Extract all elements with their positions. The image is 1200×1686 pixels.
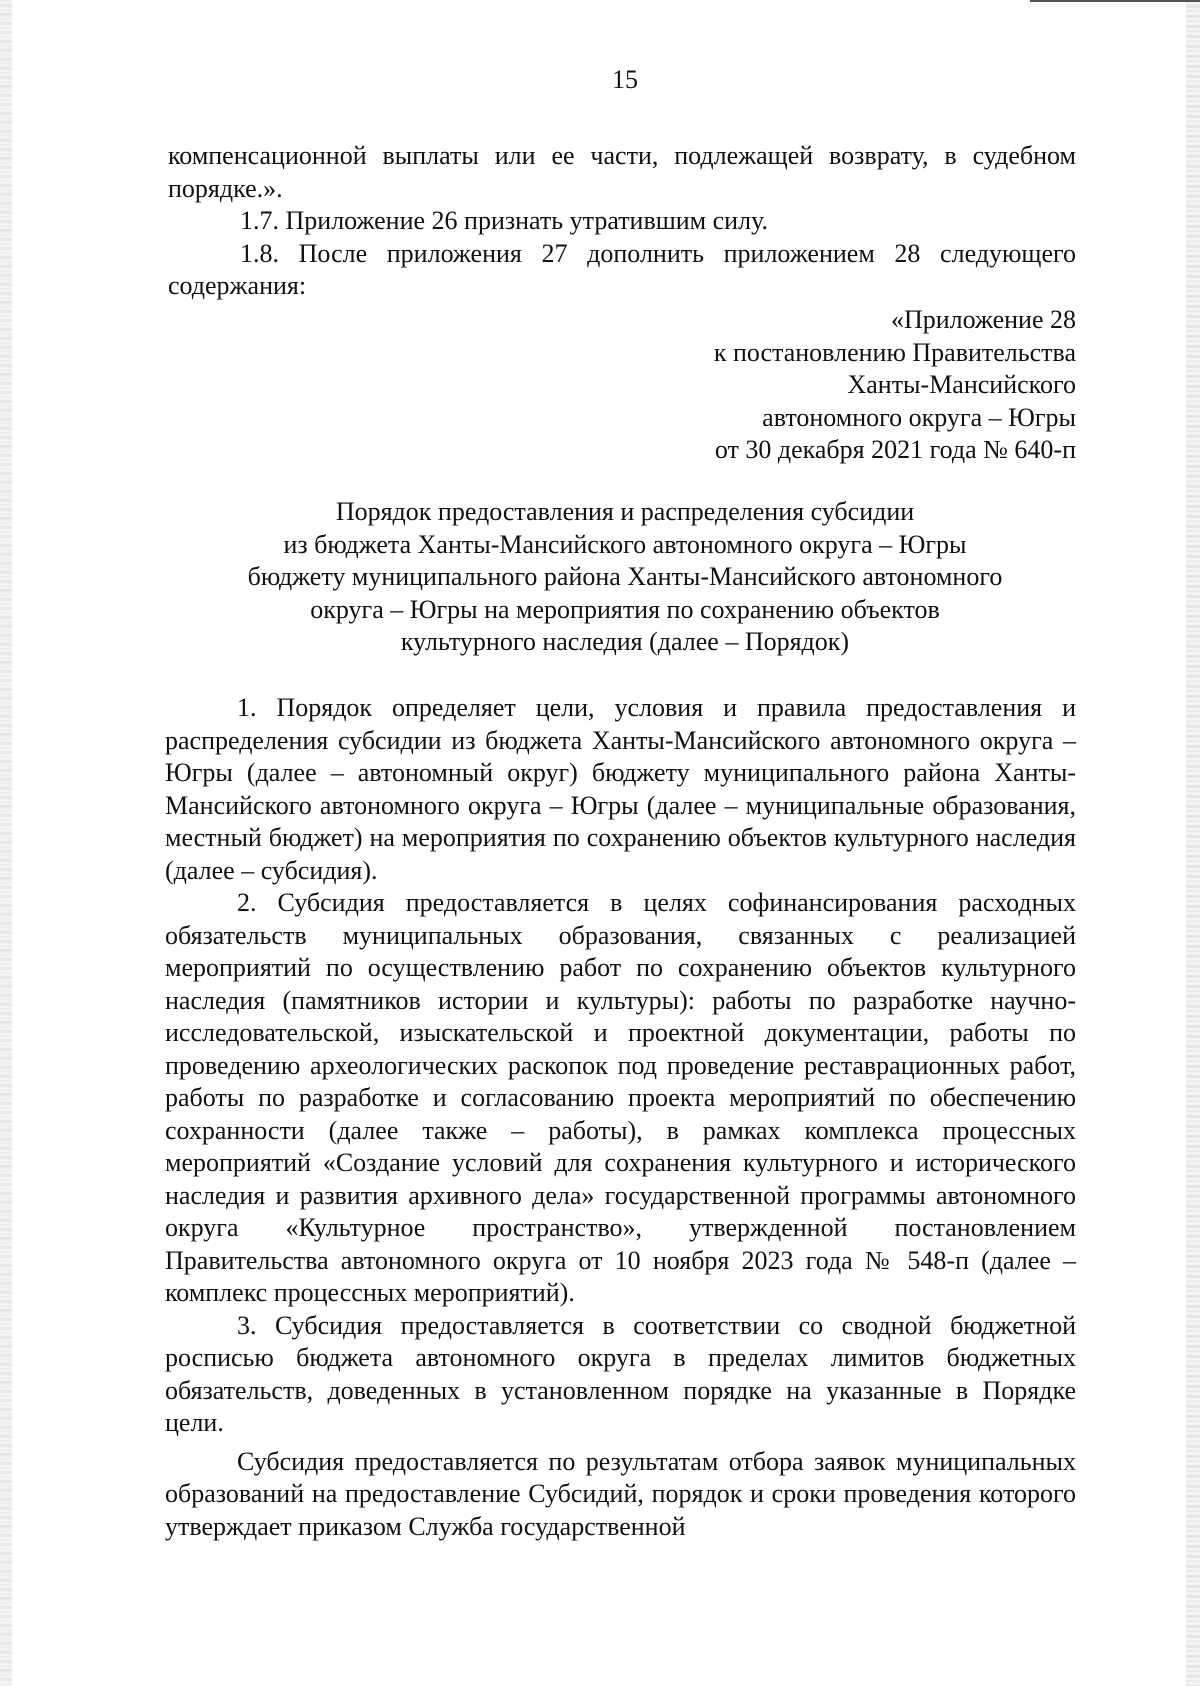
document-body: [165, 692, 1076, 1543]
appendix-header-line-3: Ханты-Мансийского: [847, 370, 1076, 399]
body-paragraph-3: 3. Субсидия предоставляется в соответствии со сводной бюджетной росписью бюджета автономного округа в пределах лимитов бюджетных обязательств, доведенных в установленном порядке на указанные в Порядке цели.: [165, 1310, 1076, 1437]
scan-edge-left: [0, 0, 12, 1686]
page-number: 15: [612, 65, 638, 94]
body-paragraph-2: 2. Субсидия предоставляется в целях софинансирования расходных обязательств муниципальных образования, связанных с реализацией мероприятий по осуществлению работ по сохранению объектов культурного наследия (памятников истории и культуры): работы по разработке научно-исследовательской, изыскательской и проектной документации, работы по проведению археологических раскопок под проведение реставрационных работ, работы по разработке и согласованию проекта мероприятий по обеспечению сохранности (далее также – работы), в рамках комплекса процессных мероприятий «Создание условий для сохранения культурного и исторического наследия и развития архивного дела» государственной программы автономного округа «Культурное пространство», утвержденной постановлением Правительства автономного округа от 10 ноября 2023 года № 548-п (далее – комплекс процессных мероприятий).: [165, 888, 1076, 1307]
title-line-3: бюджету муниципального района Ханты-Мансийского автономного: [247, 562, 1003, 591]
document-title: [160, 496, 1090, 659]
intro-paragraph-1-8: 1.8. После приложения 27 дополнить приложением 28 следующего содержания:: [168, 238, 1076, 300]
scan-edge-right: [1186, 0, 1200, 1686]
appendix-header-line-4: автономного округа – Югры: [762, 402, 1076, 432]
title-line-4: округа – Югры на мероприятия по сохранению объектов: [310, 594, 940, 624]
intro-paragraph-1-7: 1.7. Приложение 26 признать утратившим силу.: [240, 206, 768, 235]
appendix-header-line-2: к постановлению Правительства: [713, 337, 1076, 367]
body-paragraph-1: 1. Порядок определяет цели, условия и правила предоставления и распределения субсидии из бюджета Ханты-Мансийского автономного округа – Югры (далее – автономный округ) бюджету муниципального района Ханты-Мансийского автономного округа – Югры (далее – муниципальные образования, местный бюджет) на мероприятия по сохранению объектов культурного наследия (далее – субсидия).: [165, 693, 1076, 885]
body-paragraph-4: Субсидия предоставляется по результатам отбора заявок муниципальных образований на предоставление Субсидий, порядок и сроки проведения которого утверждает приказом Служба государственной: [165, 1446, 1076, 1541]
title-line-1: Порядок предоставления и распределения субсидии: [335, 497, 915, 526]
intro-paragraph-continuation: компенсационной выплаты или ее части, подлежащей возврату, в судебном порядке.».: [168, 141, 1076, 203]
appendix-header-line-5: от 30 декабря 2021 года № 640-п: [714, 435, 1076, 464]
appendix-header-line-1: «Приложение 28: [890, 305, 1076, 334]
appendix-header: [168, 304, 1076, 467]
title-line-5: культурного наследия (далее – Порядок): [400, 627, 850, 656]
intro-section: [168, 140, 1076, 303]
scan-edge-top-line: [1030, 0, 1200, 2]
title-line-2: из бюджета Ханты-Мансийского автономного округа – Югры: [283, 529, 967, 559]
